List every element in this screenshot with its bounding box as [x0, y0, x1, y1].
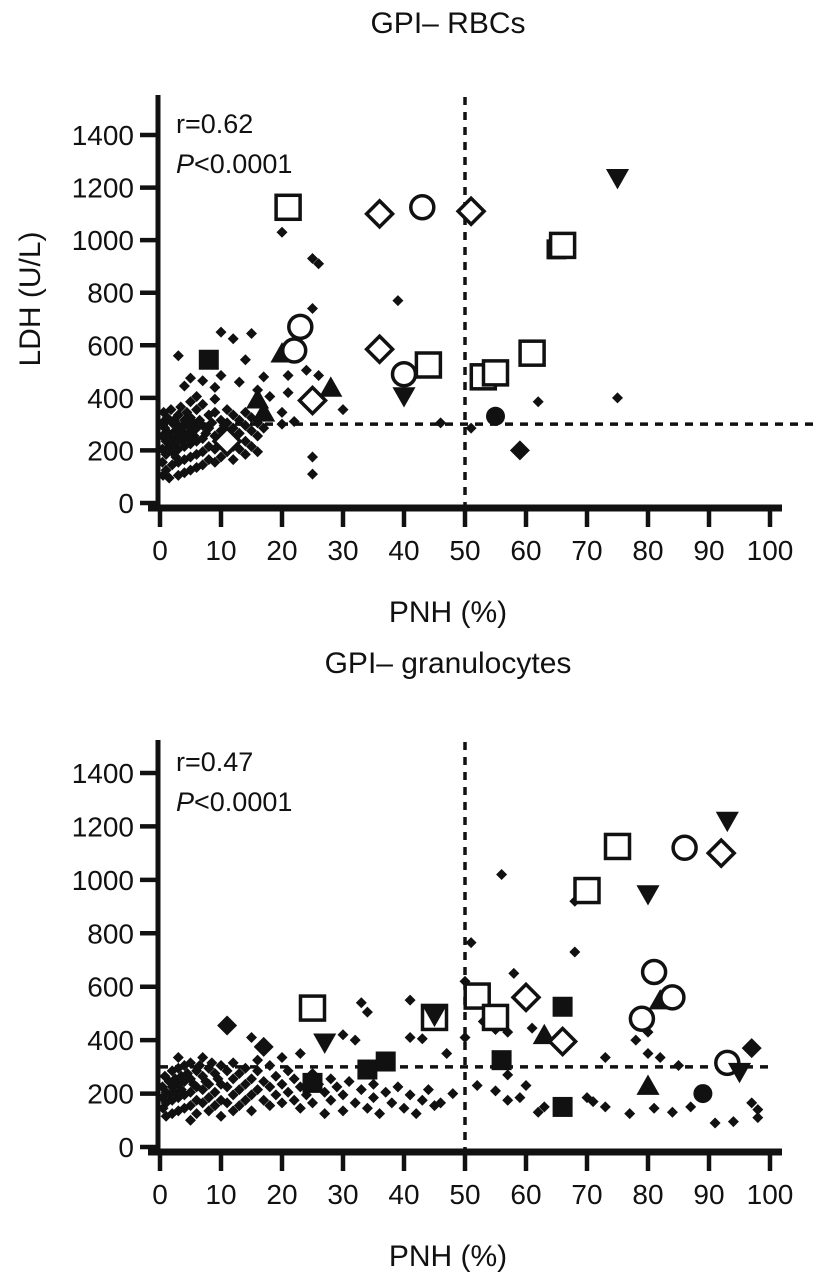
filled-diamond-marker: [423, 1084, 434, 1095]
open-circle-marker: [411, 196, 434, 219]
filled-diamond-marker: [289, 1073, 300, 1084]
filled-diamond-marker: [258, 371, 269, 382]
filled-diamond-marker: [472, 1080, 483, 1091]
filled-diamond-marker: [325, 1073, 336, 1084]
filled-diamond-marker: [569, 946, 580, 957]
filled-diamond-marker: [338, 1029, 349, 1040]
y-tick-label: 1200: [71, 811, 134, 843]
filled-diamond-marker: [228, 333, 239, 344]
filled-diamond-marker: [246, 1032, 257, 1043]
open-square-marker: [301, 996, 325, 1020]
open-diamond-marker: [550, 1028, 576, 1054]
open-square-marker: [276, 195, 300, 219]
filled-diamond-marker: [624, 1108, 635, 1119]
filled-diamond-marker: [510, 440, 530, 460]
x-tick-label: 90: [693, 1179, 725, 1210]
x-tick-label: 0: [152, 535, 168, 566]
open-diamond-marker: [367, 201, 393, 227]
chart-title: GPI– RBCs: [370, 7, 526, 40]
filled-diamond-marker: [417, 1033, 428, 1044]
open-square-marker: [520, 341, 544, 365]
y-tick-label: 0: [118, 1132, 134, 1163]
x-tick-label: 40: [388, 1179, 420, 1210]
open-diamond-marker: [513, 984, 539, 1010]
filled-diamond-marker: [533, 396, 544, 407]
filled-diamond-marker: [490, 1085, 501, 1096]
filled-diamond-marker: [197, 375, 208, 386]
filled-diamond-marker: [252, 1055, 263, 1066]
filled-diamond-marker: [643, 1048, 654, 1059]
filled-diamond-marker: [435, 417, 446, 428]
x-tick-label: 60: [510, 535, 542, 566]
x-tick-label: 70: [571, 1179, 603, 1210]
x-axis-title: PNH (%): [388, 596, 508, 629]
filled-diamond-marker: [496, 869, 507, 880]
x-tick-label: 20: [266, 1179, 298, 1210]
filled-diamond-marker: [270, 1071, 281, 1082]
filled-diamond-marker: [338, 1105, 349, 1116]
filled-square-marker: [357, 1060, 377, 1080]
scatter-chart-gpi-granulocytes: [0, 640, 817, 1280]
filled-diamond-marker: [752, 1112, 763, 1123]
filled-diamond-marker: [216, 370, 227, 381]
filled-diamond-marker: [527, 1023, 538, 1034]
y-tick-label: 600: [87, 971, 134, 1003]
y-tick-label: 600: [87, 330, 134, 362]
y-tick-label: 1000: [71, 864, 134, 896]
filled-diamond-marker: [405, 1032, 416, 1043]
filled-diamond-marker: [264, 391, 275, 402]
filled-diamond-marker: [240, 354, 251, 365]
open-diamond-marker: [458, 198, 484, 224]
filled-diamond-marker: [362, 1007, 373, 1018]
open-diamond-marker: [708, 840, 734, 866]
filled-diamond-marker: [173, 350, 184, 361]
open-square-marker: [484, 1005, 508, 1029]
x-tick-label: 50: [449, 535, 481, 566]
filled-diamond-marker: [307, 452, 318, 463]
filled-diamond-marker: [216, 327, 227, 338]
x-axis-title: PNH (%): [388, 1240, 508, 1273]
filled-diamond-marker: [289, 1095, 300, 1106]
y-tick-label: 0: [118, 488, 134, 519]
chart-title: GPI– granulocytes: [324, 647, 572, 680]
filled-diamond-marker: [338, 404, 349, 415]
x-tick-label: 90: [693, 535, 725, 566]
filled-square-marker: [553, 997, 573, 1017]
open-circle-marker: [630, 1007, 653, 1030]
filled-diamond-marker: [325, 1095, 336, 1106]
filled-diamond-marker: [173, 1052, 184, 1063]
filled-diamond-marker: [392, 295, 403, 306]
x-tick-label: 70: [571, 535, 603, 566]
x-tick-label: 100: [746, 1179, 794, 1210]
filled-diamond-marker: [649, 1103, 660, 1114]
filled-diamond-marker: [277, 1097, 288, 1108]
filled-diamond-marker: [277, 407, 288, 418]
series-filled-circles: [486, 407, 505, 426]
open-circle-marker: [643, 961, 666, 984]
filled-diamond-marker: [368, 1079, 379, 1090]
filled-diamond-marker: [655, 1052, 666, 1063]
filled-diamond-marker: [362, 1103, 373, 1114]
x-tick-label: 20: [266, 535, 298, 566]
y-tick-label: 1200: [71, 172, 134, 204]
filled-diamond-marker: [502, 1095, 513, 1106]
filled-diamond-marker: [673, 1060, 684, 1071]
filled-diamond-marker: [502, 1069, 513, 1080]
filled-diamond-marker: [307, 1097, 318, 1108]
filled-diamond-marker: [307, 303, 318, 314]
filled-square-marker: [376, 1052, 396, 1072]
series-filled-circles: [693, 1084, 712, 1103]
open-circle-marker: [673, 836, 696, 859]
filled-diamond-marker: [405, 995, 416, 1006]
filled-square-marker: [199, 350, 219, 370]
filled-diamond-marker: [521, 1080, 532, 1091]
y-tick-label: 800: [87, 277, 134, 309]
filled-diamond-marker: [514, 1092, 525, 1103]
filled-diamond-marker: [185, 373, 196, 384]
x-tick-label: 50: [449, 1179, 481, 1210]
open-diamond-marker: [300, 387, 326, 413]
filled-diamond-marker: [356, 997, 367, 1008]
annotation-r: r=0.47: [176, 747, 254, 777]
y-tick-label: 200: [87, 1078, 134, 1110]
filled-diamond-marker: [405, 1089, 416, 1100]
filled-diamond-marker: [319, 1108, 330, 1119]
filled-diamond-marker: [277, 419, 288, 430]
x-tick-label: 30: [327, 535, 359, 566]
filled-diamond-marker: [209, 394, 220, 405]
open-circle-marker: [393, 363, 416, 386]
filled-diamond-marker: [399, 1103, 410, 1114]
open-diamond-marker: [367, 336, 393, 362]
open-circle-marker: [289, 315, 312, 338]
filled-diamond-marker: [374, 1108, 385, 1119]
filled-diamond-marker: [685, 1101, 696, 1112]
filled-diamond-marker: [331, 1081, 342, 1092]
filled-diamond-marker: [254, 1037, 274, 1057]
filled-diamond-marker: [246, 328, 257, 339]
x-tick-label: 10: [205, 1179, 237, 1210]
filled-diamond-marker: [283, 370, 294, 381]
filled-diamond-marker: [217, 1015, 237, 1035]
series-open-circles: [283, 196, 434, 386]
filled-diamond-marker: [209, 382, 220, 393]
y-tick-label: 400: [87, 1025, 134, 1057]
filled-diamond-marker: [630, 1035, 641, 1046]
filled-triangle-down-marker: [392, 387, 415, 407]
x-tick-label: 60: [510, 1179, 542, 1210]
x-tick-label: 0: [152, 1179, 168, 1210]
filled-diamond-marker: [710, 1117, 721, 1128]
filled-triangle-down-marker: [636, 885, 659, 905]
filled-diamond-marker: [460, 1032, 471, 1043]
open-square-marker: [484, 361, 508, 385]
annotation-r: r=0.62: [176, 109, 254, 139]
filled-diamond-marker: [380, 1087, 391, 1098]
y-tick-label: 400: [87, 382, 134, 414]
filled-triangle-up-marker: [636, 1075, 659, 1095]
filled-diamond-marker: [612, 392, 623, 403]
filled-square-marker: [492, 1050, 512, 1070]
filled-diamond-marker: [441, 1048, 452, 1059]
filled-square-marker: [303, 1073, 323, 1093]
filled-diamond-marker: [246, 1105, 257, 1116]
filled-diamond-marker: [216, 1111, 227, 1122]
filled-diamond-marker: [283, 1087, 294, 1098]
filled-diamond-marker: [338, 1089, 349, 1100]
filled-diamond-marker: [264, 1060, 275, 1071]
open-square-marker: [551, 233, 575, 257]
open-square-marker: [416, 353, 440, 377]
filled-diamond-marker: [600, 1101, 611, 1112]
filled-circle-marker: [693, 1084, 712, 1103]
filled-diamond-marker: [742, 1038, 762, 1058]
filled-triangle-down-marker: [606, 169, 629, 189]
filled-diamond-marker: [466, 937, 477, 948]
filled-diamond-marker: [307, 469, 318, 480]
filled-diamond-marker: [313, 370, 324, 381]
y-tick-label: 1400: [71, 120, 134, 151]
x-tick-label: 100: [746, 535, 794, 566]
open-square-marker: [575, 879, 599, 903]
filled-triangle-down-marker: [716, 812, 739, 832]
filled-diamond-marker: [508, 968, 519, 979]
filled-diamond-marker: [277, 1052, 288, 1063]
filled-diamond-marker: [344, 1076, 355, 1087]
filled-diamond-marker: [295, 1103, 306, 1114]
y-tick-label: 1400: [71, 758, 134, 789]
filled-diamond-marker: [392, 1081, 403, 1092]
open-square-marker: [606, 834, 630, 858]
x-tick-label: 80: [632, 1179, 664, 1210]
y-tick-label: 200: [87, 435, 134, 467]
series-large-filled-diamonds: [510, 440, 530, 460]
series-open-diamonds: [513, 840, 734, 1054]
x-tick-label: 10: [205, 535, 237, 566]
filled-diamond-marker: [295, 1048, 306, 1059]
filled-diamond-marker: [368, 1092, 379, 1103]
x-tick-label: 30: [327, 1179, 359, 1210]
y-axis-title: LDH (U/L): [14, 231, 47, 367]
filled-diamond-marker: [356, 1084, 367, 1095]
filled-diamond-marker: [179, 381, 190, 392]
filled-diamond-marker: [447, 1088, 458, 1099]
filled-diamond-marker: [277, 1079, 288, 1090]
annotation-p: P<0.0001: [176, 149, 293, 179]
filled-diamond-marker: [667, 1107, 678, 1118]
filled-circle-marker: [486, 407, 505, 426]
filled-square-marker: [553, 1097, 573, 1117]
filled-diamond-marker: [411, 1108, 422, 1119]
filled-diamond-marker: [600, 1052, 611, 1063]
series-open-circles: [630, 836, 738, 1074]
filled-diamond-marker: [283, 387, 294, 398]
filled-diamond-marker: [301, 365, 312, 376]
series-open-squares: [276, 195, 574, 389]
filled-triangle-down-marker: [313, 1033, 336, 1053]
annotation-p: P<0.0001: [176, 787, 293, 817]
filled-diamond-marker: [350, 1097, 361, 1108]
filled-diamond-marker: [277, 227, 288, 238]
y-tick-label: 1000: [71, 225, 134, 257]
filled-diamond-marker: [350, 1035, 361, 1046]
filled-diamond-marker: [728, 1116, 739, 1127]
open-circle-marker: [661, 986, 684, 1009]
open-circle-marker: [283, 339, 306, 362]
filled-diamond-marker: [270, 1089, 281, 1100]
filled-diamond-marker: [386, 1097, 397, 1108]
x-tick-label: 80: [632, 535, 664, 566]
filled-diamond-marker: [234, 377, 245, 388]
filled-triangle-up-marker: [319, 376, 342, 396]
filled-diamond-marker: [417, 1095, 428, 1106]
filled-diamond-marker: [228, 454, 239, 465]
x-tick-label: 40: [388, 535, 420, 566]
y-tick-label: 800: [87, 918, 134, 950]
